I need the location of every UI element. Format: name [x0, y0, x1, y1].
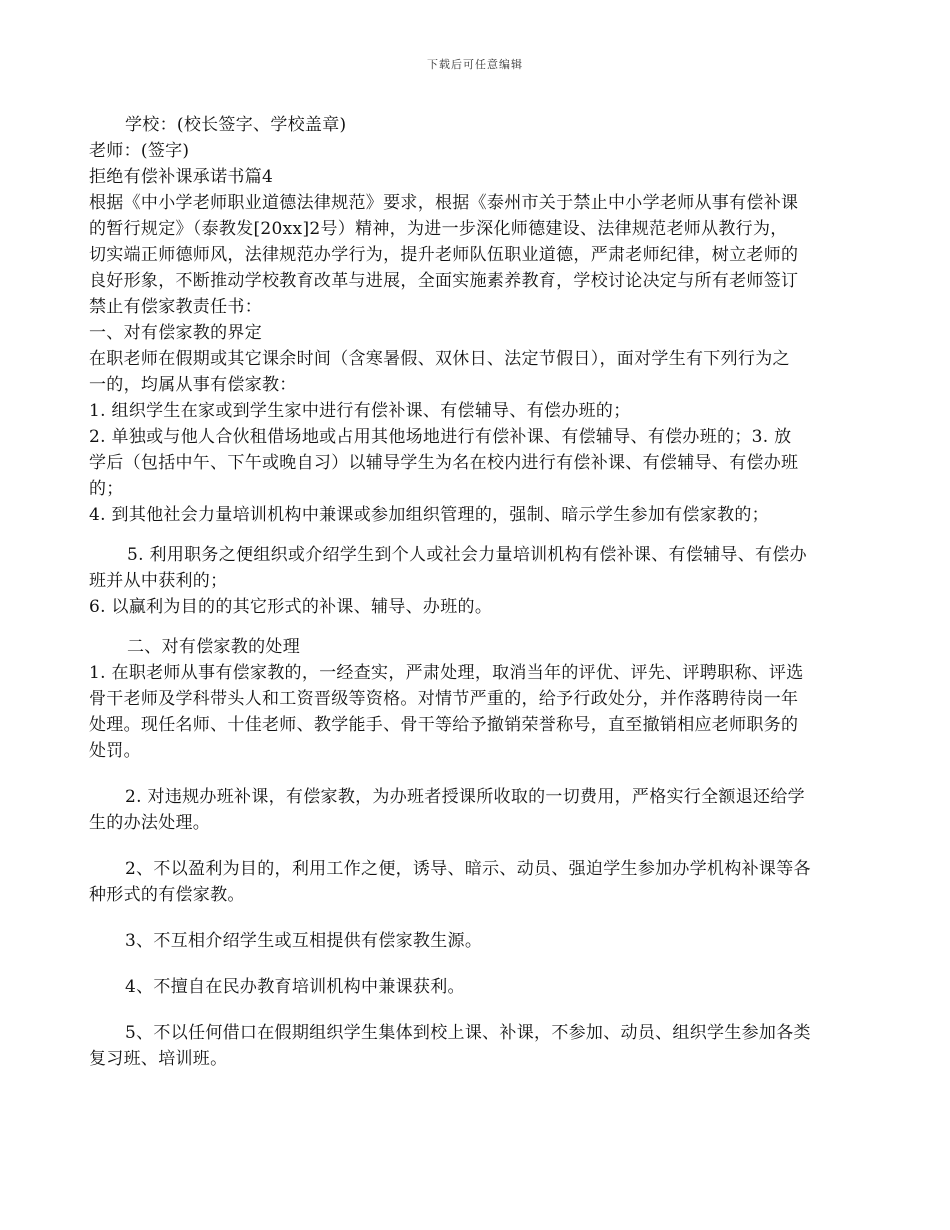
paragraph-line: 根据《中小学老师职业道德法律规范》要求，根据《泰州市关于禁止中小学老师从事有偿补课 — [89, 193, 799, 213]
paragraph-line: 禁止有偿家教责任书： — [89, 297, 262, 317]
teacher-signature-line: 老师：(签字) — [89, 141, 190, 161]
list-item: 4. 到其他社会力量培训机构中兼课或参加组织管理的，强制、暗示学生参加有偿家教的； — [89, 505, 769, 525]
paragraph-line: 在职老师在假期或其它课余时间（含寒暑假、双休日、法定节假日），面对学生有下列行为之 — [89, 349, 790, 369]
subsection-heading: 一、对有偿家教的界定 — [89, 323, 262, 343]
list-item: 6. 以赢利为目的的其它形式的补课、辅导、办班的。 — [89, 597, 493, 617]
page-header: 下载后可任意编辑 — [427, 58, 523, 71]
paragraph-line: 生的办法处理。 — [89, 813, 211, 833]
paragraph-line: 良好形象，不断推动学校教育改革与进展，全面实施素养教育，学校讨论决定与所有老师签订 — [89, 271, 799, 291]
paragraph-line: 处罚。 — [89, 741, 141, 761]
section-title: 拒绝有偿补课承诺书篇4 — [89, 167, 274, 187]
paragraph-line: 切实端正师德师风，法律规范办学行为，提升老师队伍职业道德，严肃老师纪律，树立老师的 — [89, 245, 799, 265]
list-item: 1. 组织学生在家或到学生家中进行有偿补课、有偿辅导、有偿办班的； — [89, 401, 631, 421]
paragraph-line: 种形式的有偿家教。 — [89, 885, 245, 905]
paragraph-line: 4、不擅自在民办教育培训机构中兼课获利。 — [125, 977, 465, 997]
list-item: 2. 单独或与他人合伙租借场地或占用其他场地进行有偿补课、有偿辅导、有偿办班的；3. 放 — [89, 427, 792, 447]
paragraph-line: 的暂行规定》（泰教发[20xx]2号）精神，为进一步深化师德建设、法律规范老师从教行为， — [89, 219, 788, 239]
subsection-heading: 二、对有偿家教的处理 — [127, 637, 300, 657]
paragraph-line: 2、不以盈利为目的，利用工作之便，诱导、暗示、动员、强迫学生参加办学机构补课等各 — [125, 859, 811, 879]
list-item: 班并从中获利的； — [89, 571, 228, 591]
paragraph-line: 处理。现任名师、十佳老师、教学能手、骨干等给予撤销荣誉称号，直至撤销相应老师职务的 — [89, 715, 799, 735]
list-item: 5. 利用职务之便组织或介绍学生到个人或社会力量培训机构有偿补课、有偿辅导、有偿办 — [127, 545, 807, 565]
paragraph-line: 复习班、培训班。 — [89, 1049, 228, 1069]
paragraph-line: 5、不以任何借口在假期组织学生集体到校上课、补课，不参加、动员、组织学生参加各类 — [125, 1023, 811, 1043]
paragraph-line: 1. 在职老师从事有偿家教的，一经查实，严肃处理，取消当年的评优、评先、评聘职称、评选 — [89, 663, 804, 683]
paragraph-line: 3、不互相介绍学生或互相提供有偿家教生源。 — [125, 931, 483, 951]
document-body — [89, 112, 869, 1072]
paragraph-line: 2. 对违规办班补课，有偿家教，为办班者授课所收取的一切费用，严格实行全额退还给学 — [125, 787, 805, 807]
list-item: 学后（包括中午、下午或晚自习）以辅导学生为名在校内进行有偿补课、有偿辅导、有偿办班 — [89, 453, 799, 473]
paragraph-line: 骨干老师及学科带头人和工资晋级等资格。对情节严重的，给予行政处分，并作落聘待岗一年 — [89, 689, 799, 709]
school-signature-line: 学校：(校长签字、学校盖章) — [125, 115, 347, 135]
list-item: 的； — [89, 479, 124, 499]
paragraph-line: 一的，均属从事有偿家教： — [89, 375, 297, 395]
